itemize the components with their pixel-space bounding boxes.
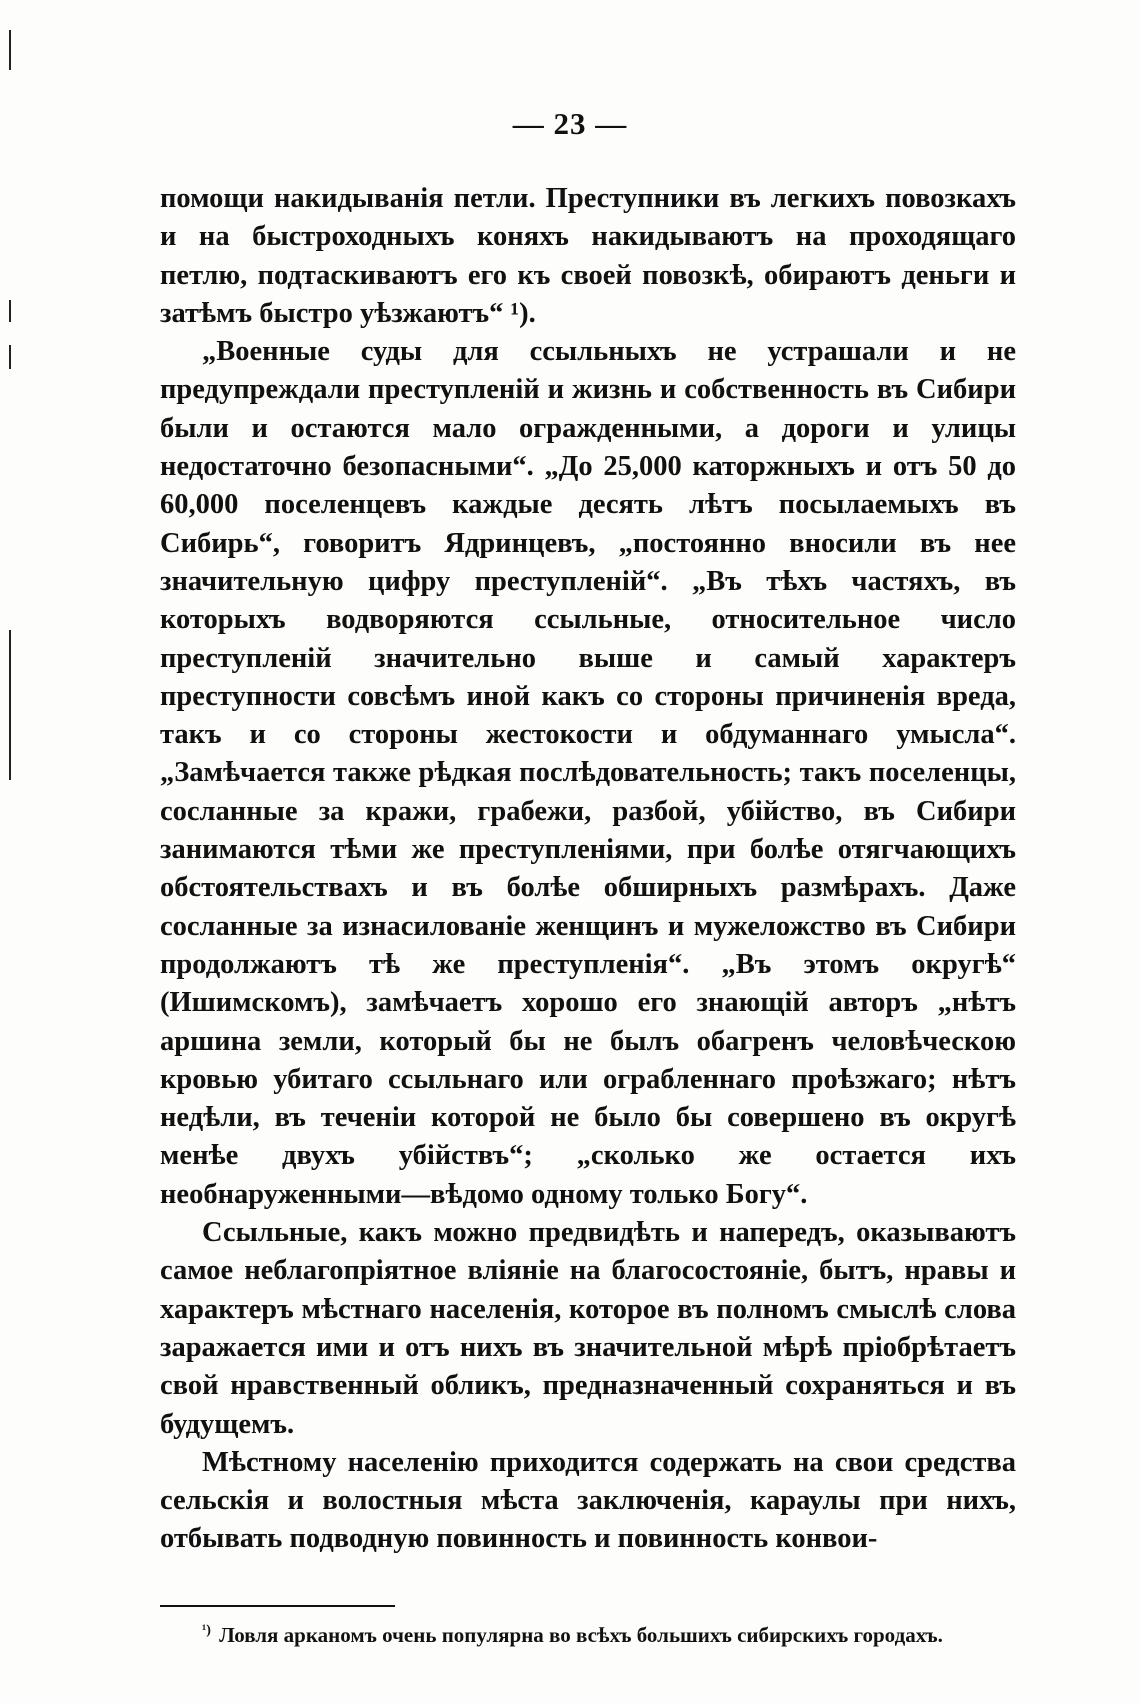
main-text <box>160 180 1016 1559</box>
footnote-text: Ловля арканомъ очень популярна во всѣхъ большихъ сибирскихъ городахъ. <box>219 1623 943 1647</box>
page-number: — 23 — <box>512 106 628 141</box>
paragraph: Ссыльные, какъ можно предвидѣть и напередъ, оказываютъ самое неблагопріятное вліяніе на благосостояніе, бытъ, нравы и характеръ мѣстнаго населенія, которое въ полномъ смыслѣ слова заражается ими и отъ нихъ въ значительной мѣрѣ пріобрѣтаетъ свой нравственный обликъ, предназначенный сохраняться и въ будущемъ. <box>160 1217 1016 1440</box>
paragraph: „Военные суды для ссыльныхъ не устрашали и не предупреждали преступленій и жизнь и собственность въ Сибири были и остаются мало огражденными, а дороги и улицы недостаточно безопасными“. „До 25,000 каторжныхъ и отъ 50 до 60,000 поселенцевъ каждые десять лѣтъ посылаемыхъ въ Сибирь“, говоритъ Ядринцевъ, „постоянно вносили въ нее значительную цифру преступленій“. „Въ тѣхъ частяхъ, въ которыхъ водворяются ссыльные, относительное число преступленій значительно выше и самый характеръ преступности совсѣмъ иной какъ со стороны причиненія вреда, такъ и со стороны жестокости и обдуманнаго умысла“. „Замѣчается также рѣдкая послѣдовательность; такъ поселенцы, сосланные за кражи, грабежи, разбой, убійство, въ Сибири занимаются тѣми же преступленіями, при болѣе отягчающихъ обстоятельствахъ и въ болѣе обширныхъ размѣрахъ. Даже сосланные за изнасилованіе женщинъ и мужеложство въ Сибири продолжаютъ тѣ же преступленія“. „Въ этомъ округѣ“ (Ишимскомъ), замѣчаетъ хорошо его знающій авторъ „нѣтъ аршина земли, который бы не былъ обагренъ человѣческою кровью убитаго ссыльнаго или ограбленнаго проѣзжаго; нѣтъ недѣли, въ теченіи которой не было бы совершено въ округѣ менѣе двухъ убійствъ“; „сколько же остается ихъ необнаруженными—вѣдомо одному только Богу“. <box>160 336 1016 1210</box>
scan-edge-mark <box>9 30 11 70</box>
scan-edge-mark <box>9 345 11 369</box>
paragraph: помощи накидыванія петли. Преступники въ легкихъ повозкахъ и на быстроходныхъ коняхъ накидываютъ на проходящаго петлю, подтаскиваютъ его къ своей повозкѣ, обираютъ деньги и затѣмъ быстро уѣзжаютъ“ ¹). <box>160 183 1016 329</box>
scan-edge-mark <box>9 300 11 322</box>
footnote-rule <box>160 1605 395 1607</box>
footnote <box>202 1617 1016 1649</box>
footnote-marker: ¹) <box>202 1623 211 1638</box>
scan-edge-mark <box>9 630 11 780</box>
paragraph: Мѣстному населенію приходится содержать на свои средства сельскія и волостныя мѣста заключенія, караулы при нихъ, отбывать подводную повинность и повинность конвои- <box>160 1446 1016 1555</box>
